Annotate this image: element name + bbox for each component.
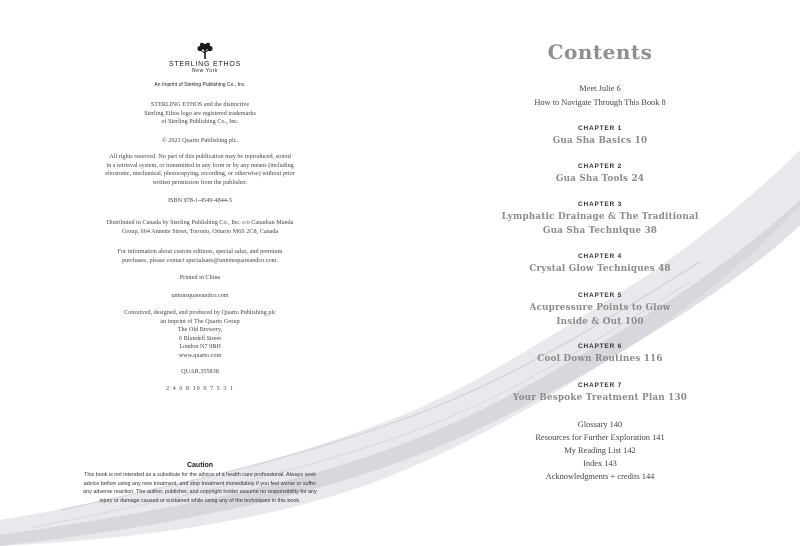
trademark-line: STERLING ETHOS and the distinctive [150,101,250,108]
toc-entry-index[interactable]: Index 143 [583,459,617,468]
chapter-title-line: Acupressure Points to Glow [529,303,671,313]
caution-line: injury or damage caused or sustained while using any of the techniques in this book. [99,497,301,504]
custom-info-line: purchases, please contact specialsaes@unionsquareandco.com. [122,256,278,264]
caution-line: advice before using any new treatment, and stop treatment immediately if you feel worse or suffer [83,480,317,487]
rights-line: electronic, mechanical, photocopying, recording, or otherwise) without prior [105,170,295,178]
chapter-3-label: CHAPTER 3 [577,201,623,208]
credits-line: an imprint of The Quarto Group [160,317,240,325]
caution-line: This book is not intended as a substitute for the advice of a health care professional. Always seek [84,472,316,478]
chapter-5-title[interactable] [460,301,740,329]
chapter-title-line: Your Bespoke Treatment Plan 130 [512,393,688,403]
caution-text [55,471,345,505]
printed-in: Printed in China [179,274,221,281]
production-credits [80,309,320,361]
chapter-5-label: CHAPTER 5 [577,292,623,299]
chapter-6-label: CHAPTER 6 [577,343,623,350]
rights-line: All rights reserved. No part of this publication may be reproduced, stored [109,153,291,160]
toc-entry-meet-julie[interactable]: Meet Julie 6 [579,84,621,93]
credits-line: www.quarto.com [178,351,222,359]
contents-title: Contents [547,40,653,64]
quar-code: QUAR.355838 [181,368,219,375]
caution-heading: Caution [186,462,214,469]
custom-info-line: For information about custom editions, special sales, and premium [117,248,283,255]
publisher-website: unionsquareandco.com [171,292,229,299]
chapter-3-title[interactable] [460,210,740,238]
trademark-notice [80,101,320,127]
print-line: 2 4 6 8 10 9 7 5 3 1 [166,385,234,392]
isbn: ISBN 978-1-4549-4844-5 [167,197,233,204]
caution-line: any adverse reaction. The author, publisher, and copyright holder assume no responsibility for any [83,489,317,496]
chapter-title-line: Gua Sha Tools 24 [555,174,645,184]
credits-line: Conceived, designed, and produced by Quarto Publishing plc [124,309,276,316]
distribution-line: Group, 664 Annette Street, Toronto, Ontario M6S 2C8, Canada [121,227,279,235]
toc-entry-resources[interactable]: Resources for Further Exploration 141 [535,433,665,442]
copyright-notice: © 2023 Quarto Publishing plc. [161,137,239,144]
chapter-title-line: Cool Down Routines 116 [537,354,663,364]
chapter-title-line: Crystal Glow Techniques 48 [529,264,671,274]
toc-entry-reading-list[interactable]: My Reading List 142 [564,446,636,455]
credits-line: 6 Blundell Street [179,334,221,342]
rights-notice [80,153,320,187]
brand-location: New York [192,68,218,74]
chapter-2-label: CHAPTER 2 [577,163,623,170]
chapter-7-label: CHAPTER 7 [577,382,623,389]
chapter-4-title[interactable] [460,262,740,276]
rights-line: written permission from the publisher. [152,178,248,186]
credits-line: London N7 9BH [179,343,221,351]
chapter-4-label: CHAPTER 4 [577,253,623,260]
chapter-7-title[interactable] [460,391,740,405]
chapter-title-line: Inside & Out 100 [556,317,644,327]
chapter-title-line: Gua Sha Technique 38 [542,226,658,236]
trademark-line: of Sterling Publishing Co., Inc. [161,118,239,126]
chapter-6-title[interactable] [460,352,740,366]
chapter-1-title[interactable] [460,134,740,148]
tree-icon [194,42,216,60]
imprint-line: An Imprint of Sterling Publishing Co., Inc. [154,82,246,88]
contents-page [400,0,800,546]
toc-entry-glossary[interactable]: Glossary 140 [577,420,623,429]
publisher-logo [150,42,260,74]
credits-line: The Old Brewery, [177,326,223,334]
rights-line: in a retrieval system, or transmitted in any form or by any means (including [106,161,294,169]
chapter-1-label: CHAPTER 1 [577,125,623,132]
brand-name: STERLING ETHOS [168,61,242,68]
distribution-line: Distributed in Canada by Sterling Publishing Co., Inc. c/o Canadian Manda [106,219,294,226]
chapter-title-line: Lymphatic Drainage & The Traditional [501,212,699,222]
custom-editions-notice [80,248,320,265]
trademark-line: Sterling Ethos logo are registered trademarks [144,109,256,117]
chapter-2-title[interactable] [460,172,740,186]
distribution-notice [80,219,320,236]
toc-entry-acknowledgments[interactable]: Acknowledgments + credits 144 [545,472,655,481]
toc-entry-how-to-navigate[interactable]: How to Navigate Through This Book 8 [534,98,666,107]
chapter-title-line: Gua Sha Basics 10 [552,136,648,146]
